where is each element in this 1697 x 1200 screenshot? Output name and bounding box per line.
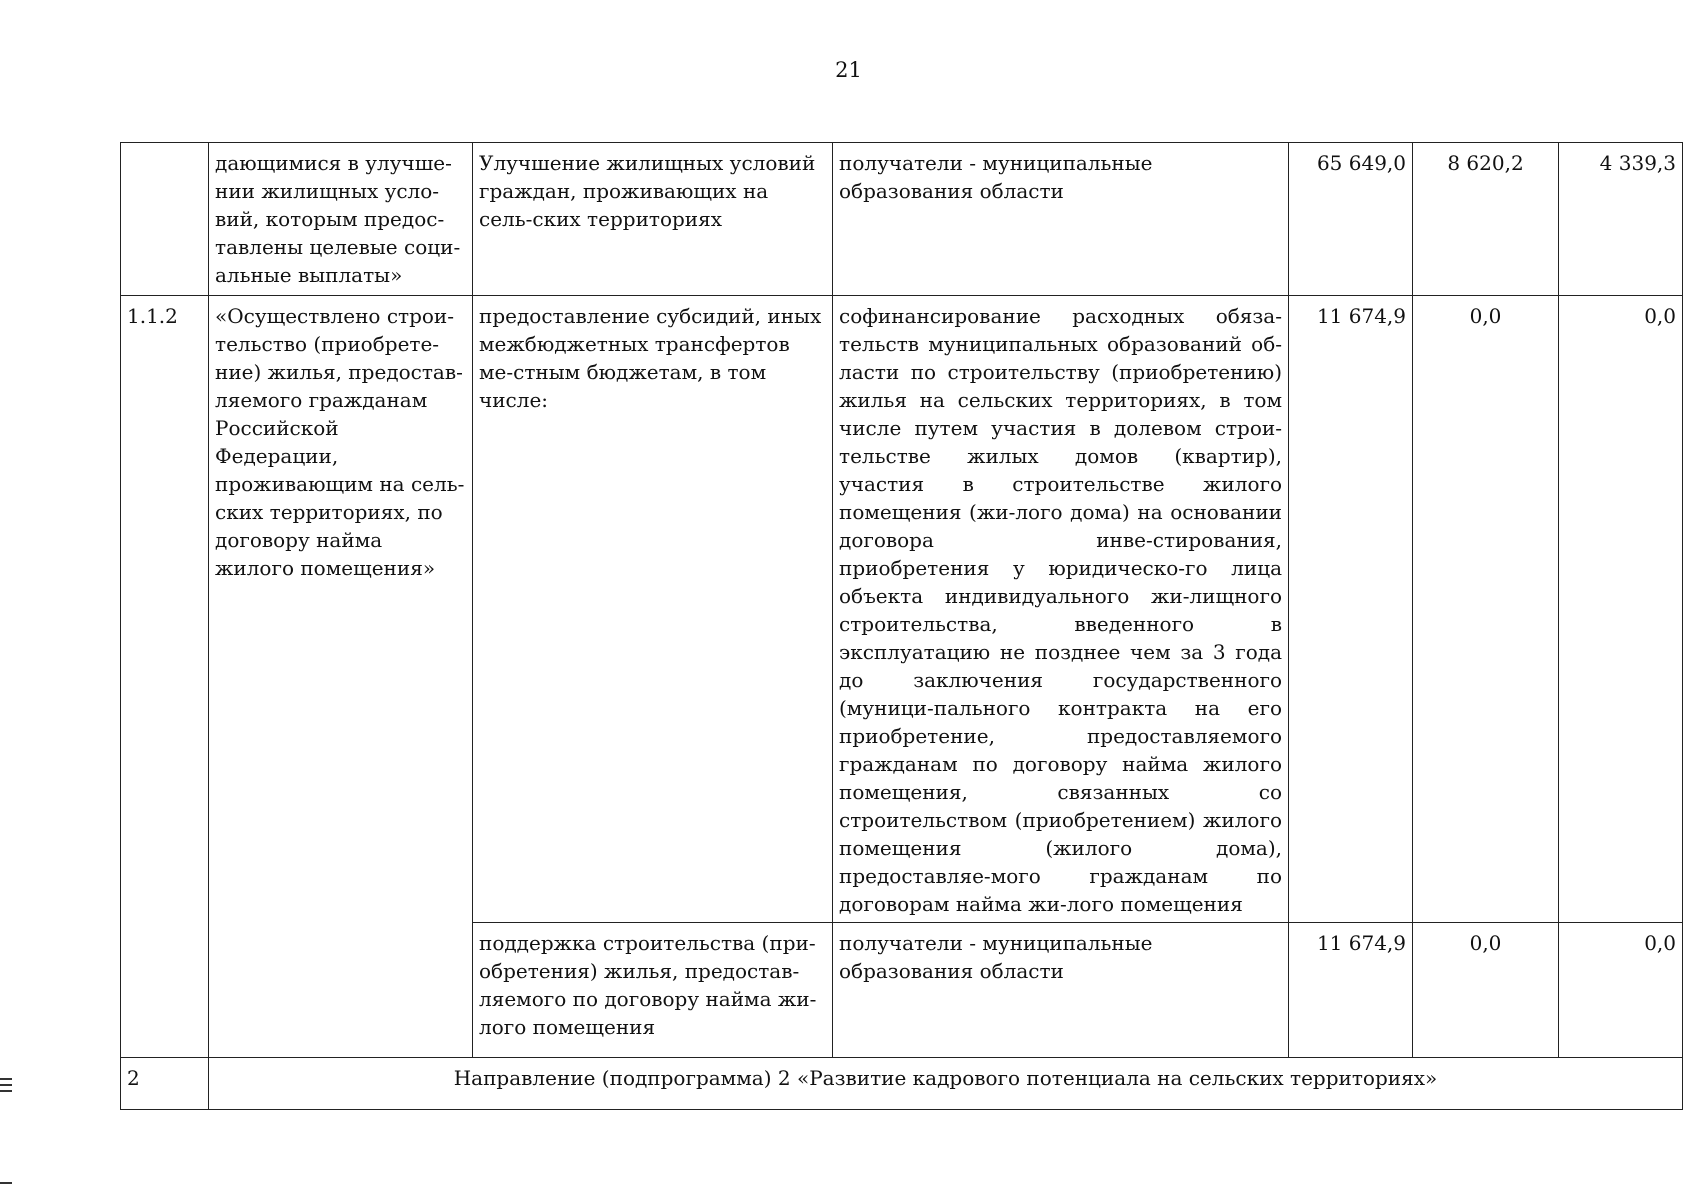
description-cell: получатели - муниципальные образования области xyxy=(833,923,1289,1058)
value-cell-3: 0,0 xyxy=(1559,296,1683,923)
result-cell: «Осуществлено строи-тельство (приобрете-ние) жилья, предостав-ляемого гражданам Российской Федерации, проживающим на сель-ских территориях, по договору найма жилого помещения» xyxy=(209,296,473,1058)
row-number: 1.1.2 xyxy=(121,296,209,1058)
description-cell: софинансирование расходных обяза-тельств муниципальных образований об-ласти по строительству (приобретению) жилья на сельских территориях, в том числе путем участия в долевом строи-тельстве жилых домов (квартир), участия в строительстве жилого помещения (жи-лого дома) на основании договора инве-стирования, приобретения у юридическо-го лица объекта индивидуального жи-лищного строительства, введенного в эксплуатацию не позднее чем за 3 года до заключения государственного (муници-пального контракта на его приобретение, предоставляемого гражданам по договору найма жилого помещения, связанных со строительством (приобретением) жилого помещения (жилого дома), предоставляе-мого гражданам по договорам найма жи-лого помещения xyxy=(833,296,1289,923)
margin-mark xyxy=(0,1182,12,1184)
value-cell-1: 65 649,0 xyxy=(1289,143,1413,296)
value-cell-3: 0,0 xyxy=(1559,923,1683,1058)
result-cell: дающимися в улучше-нии жилищных усло-вий, которым предос-тавлены целевые соци-альные выплаты» xyxy=(209,143,473,296)
section-number: 2 xyxy=(121,1058,209,1110)
value-cell-1: 11 674,9 xyxy=(1289,296,1413,923)
margin-mark xyxy=(0,1090,12,1092)
program-table xyxy=(120,142,1683,1110)
event-cell: Улучшение жилищных условий граждан, проживающих на сель-ских территориях xyxy=(473,143,833,296)
value-cell-1: 11 674,9 xyxy=(1289,923,1413,1058)
section-row xyxy=(121,1058,1683,1110)
section-title: Направление (подпрограмма) 2 «Развитие кадрового потенциала на сельских территориях» xyxy=(209,1058,1683,1110)
table-row xyxy=(121,143,1683,296)
table-row xyxy=(121,296,1683,923)
event-cell: предоставление субсидий, иных межбюджетных трансфертов ме-стным бюджетам, в том числе: xyxy=(473,296,833,923)
value-cell-3: 4 339,3 xyxy=(1559,143,1683,296)
margin-mark xyxy=(0,1078,12,1080)
value-cell-2: 8 620,2 xyxy=(1413,143,1559,296)
margin-mark xyxy=(0,1084,12,1086)
description-cell: получатели - муниципальные образования области xyxy=(833,143,1289,296)
page-number: 21 xyxy=(835,58,862,82)
row-number xyxy=(121,143,209,296)
event-cell: поддержка строительства (при-обретения) жилья, предостав-ляемого по договору найма жи-лого помещения xyxy=(473,923,833,1058)
value-cell-2: 0,0 xyxy=(1413,923,1559,1058)
value-cell-2: 0,0 xyxy=(1413,296,1559,923)
